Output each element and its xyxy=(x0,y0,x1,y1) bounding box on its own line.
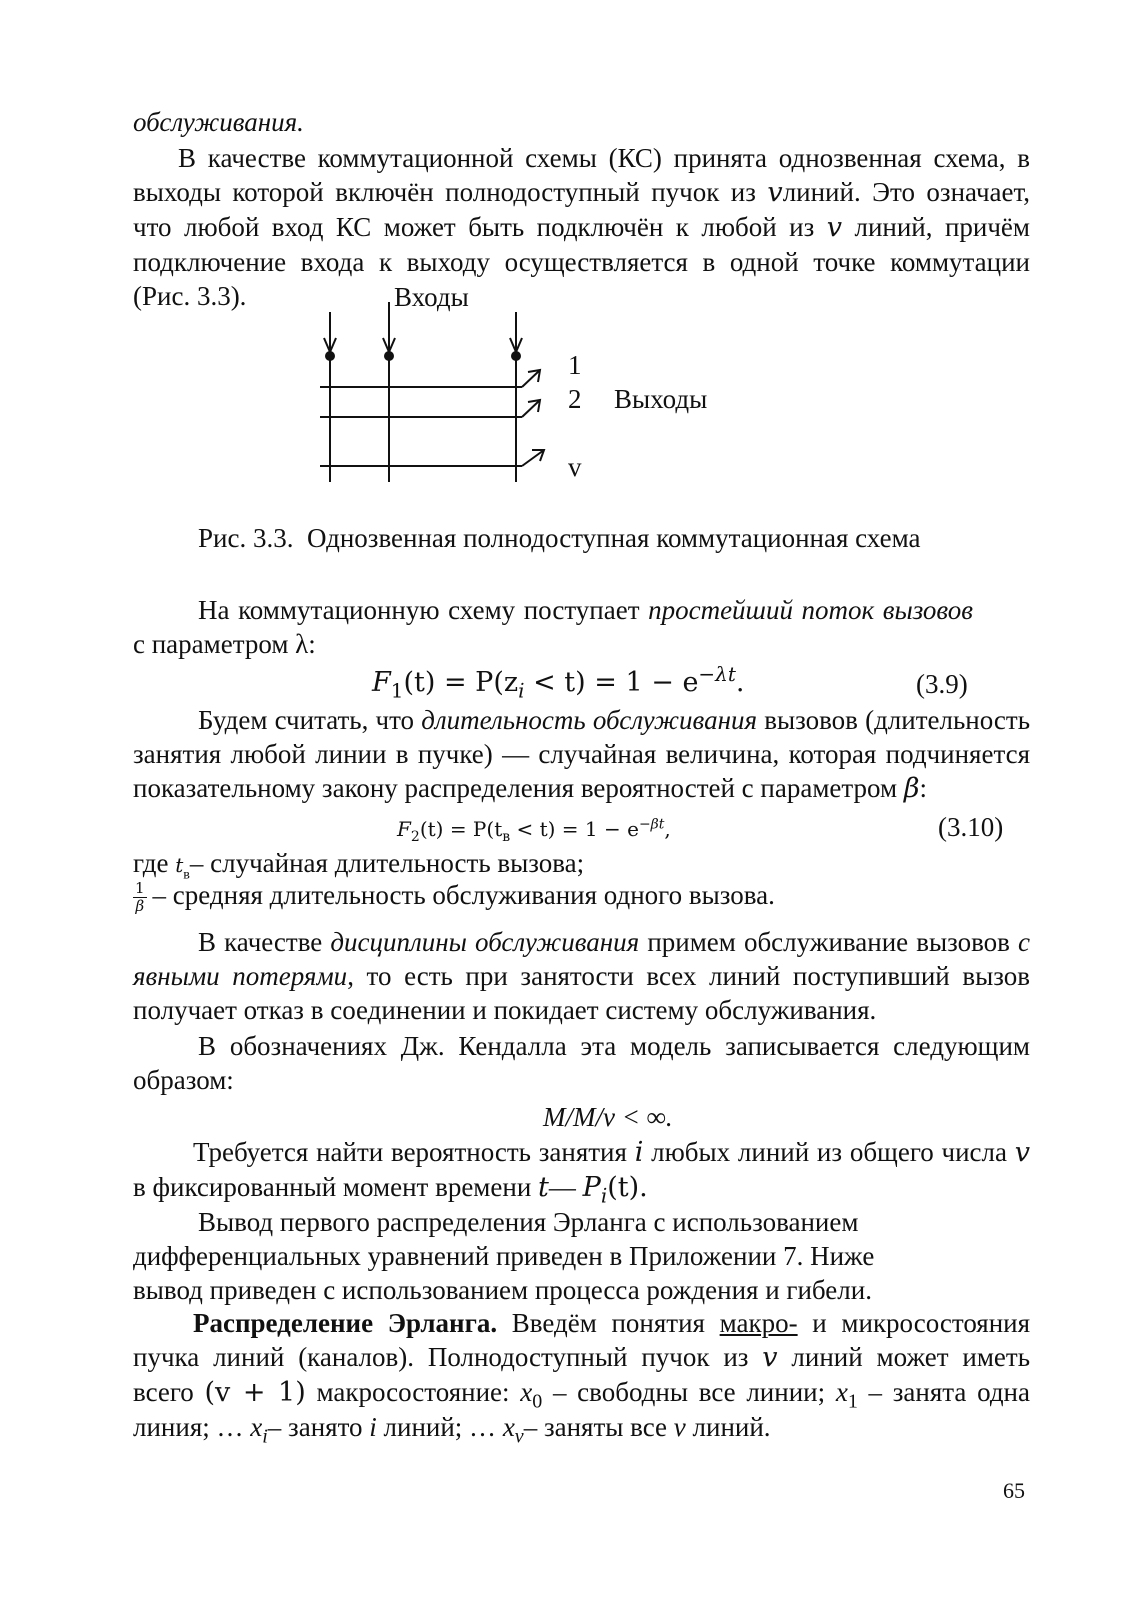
paragraph-task: Требуется найти вероятность занятия i любых линий из общего числа v в фиксированный момент времени t— $P_i(t)$. xyxy=(133,1137,1030,1208)
line-label-2: 2 xyxy=(568,384,582,414)
switching-grid-diagram xyxy=(300,278,560,508)
equation-number-3-9: (3.9) xyxy=(916,669,968,699)
where-line-1: где $t_в-$ случайная длительность вызова; xyxy=(133,848,585,883)
figure-caption: Рис. 3.3. Однозвенная полнодоступная коммутационная схема xyxy=(198,523,921,553)
paragraph-flow: На коммутационную схему поступает простейший поток вызовов с параметром λ: xyxy=(133,595,973,659)
figure-switching-scheme xyxy=(300,278,760,508)
macro-link: макро- xyxy=(719,1308,798,1338)
paragraph-duration: Будем считать, что длительность обслуживания вызовов (длительность занятия любой линии в пучке) — случайная величина, которая подчиняется показательному закону распределения вероятностей с параметром β: xyxy=(133,705,1031,804)
kendall-notation: M/M/v < ∞. xyxy=(543,1102,673,1132)
line-label-v: v xyxy=(568,452,582,482)
paragraph-discipline: В качестве дисциплины обслуживания примем обслуживание вызовов с явными потерями, то есть при занятости всех линий поступивший вызов получает отказ в соединении и покидает систему обслуживания. xyxy=(133,927,1030,1025)
erlang-heading: Распределение Эрланга. xyxy=(193,1308,498,1338)
page-number: 65 xyxy=(1003,1478,1025,1503)
equation-3-9: $F_1(t) = P(z_i < t) = 1 - e^{-\lambda t}$. xyxy=(372,662,745,703)
line-label-1: 1 xyxy=(568,350,582,380)
paragraph-intro: В качестве коммутационной схемы (КС) принята однозвенная схема, в выходы которой включён полнодоступный пучок из vлиний. Это означает, что любой вход КС может быть подключён к любой из v линий, причём подключение входа к выходу осуществляется в одной точке коммутации (Рис. 3.3). xyxy=(133,143,1031,311)
paragraph-kendall: В обозначениях Дж. Кендалла эта модель записывается следующим образом: xyxy=(133,1031,1030,1095)
where-line-2: $\frac{1}{\beta}$ – средняя длительность обслуживания одного вызова. xyxy=(135,879,775,916)
top-fragment: обслуживания. xyxy=(133,107,304,137)
outputs-label: Выходы xyxy=(614,384,708,414)
paragraph-appendix: Вывод первого распределения Эрланга с использованием дифференциальных уравнений приведен в Приложении 7. Ниже вывод приведен с использованием процесса рождения и гибели. xyxy=(133,1207,875,1305)
equation-number-3-10: (3.10) xyxy=(938,812,1004,842)
equation-3-10: $F_2(t) = P(t_в < t) = 1 - e^{-\beta t}$, xyxy=(397,816,671,845)
inputs-label: Входы xyxy=(394,282,469,312)
paragraph-erlang: Распределение Эрланга. Введём понятия макро- и микросостояния пучка линий (каналов). Полнодоступный пучок из v линий может иметь всего (v + 1) макросостояние: $x_0$ – свободны все линии; $x_1$ – занята одна линия; … $x_i-$ занято i линий; … $x_v-$ заняты все v линий. xyxy=(133,1308,1031,1448)
